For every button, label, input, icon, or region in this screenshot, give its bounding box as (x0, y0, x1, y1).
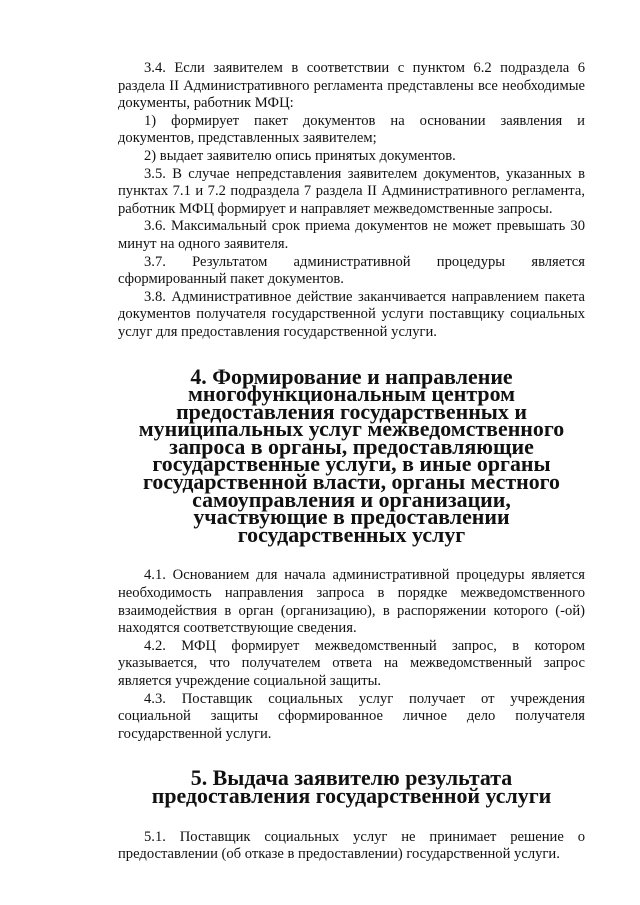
paragraph-4-3: 4.3. Поставщик социальных услуг получает от учреждения социальной защиты сформированное личное дело получателя государственной услуги. (118, 690, 585, 742)
paragraph-5-1: 5.1. Поставщик социальных услуг не принимает решение о предоставлении (об отказе в предоставлении) государственной услуги. (118, 828, 585, 863)
paragraph-3-6: 3.6. Максимальный срок приема документов не может превышать 30 минут на одного заявителя. (118, 218, 585, 252)
paragraph-3-4-item-2: 2) выдает заявителю опись принятых документов. (144, 147, 456, 164)
paragraph-4-1: 4.1. Основанием для начала административной процедуры является необходимость направления запроса в порядке межведомственного взаимодействия в орган (организацию), в распоряжении которого (-ой) находятся соответствующие сведения. (118, 567, 585, 637)
paragraph-4-2: 4.2. МФЦ формирует межведомственный запрос, в котором указывается, что получателем ответа на межведомственный запрос является учреждение социальной защиты. (118, 637, 585, 689)
paragraph-3-5: 3.5. В случае непредставления заявителем документов, указанных в пунктах 7.1 и 7.2 подраздела 7 раздела II Административного регламента, работник МФЦ формирует и направляет межведомственные запросы. (118, 165, 585, 217)
paragraph-3-7: 3.7. Результатом административной процедуры является сформированный пакет документов. (118, 253, 585, 288)
section-4-title: 4. Формирование и направление многофункциональным центром предоставления государственных и муниципальных услуг межведомственного запроса в органы, предоставляющие государственные услуги, в иные органы государственной власти, органы местного самоуправления и организации, участвующие в предоставлении государственных услуг (138, 363, 565, 547)
paragraph-3-8: 3.8. Административное действие заканчивается направлением пакета документов получателя государственной услуги поставщику социальных услуг для предоставления государственной услуги. (118, 288, 585, 340)
section-5-title: 5. Выдача заявителю результата предоставления государственной услуги (151, 765, 552, 808)
paragraph-3-4: 3.4. Если заявителем в соответствии с пунктом 6.2 подраздела 6 раздела II Административного регламента представлены все необходимые документы, работник МФЦ: (118, 60, 585, 112)
paragraph-3-4-item-1: 1) формирует пакет документов на основании заявления и документов, представленных заявителем; (118, 112, 585, 147)
